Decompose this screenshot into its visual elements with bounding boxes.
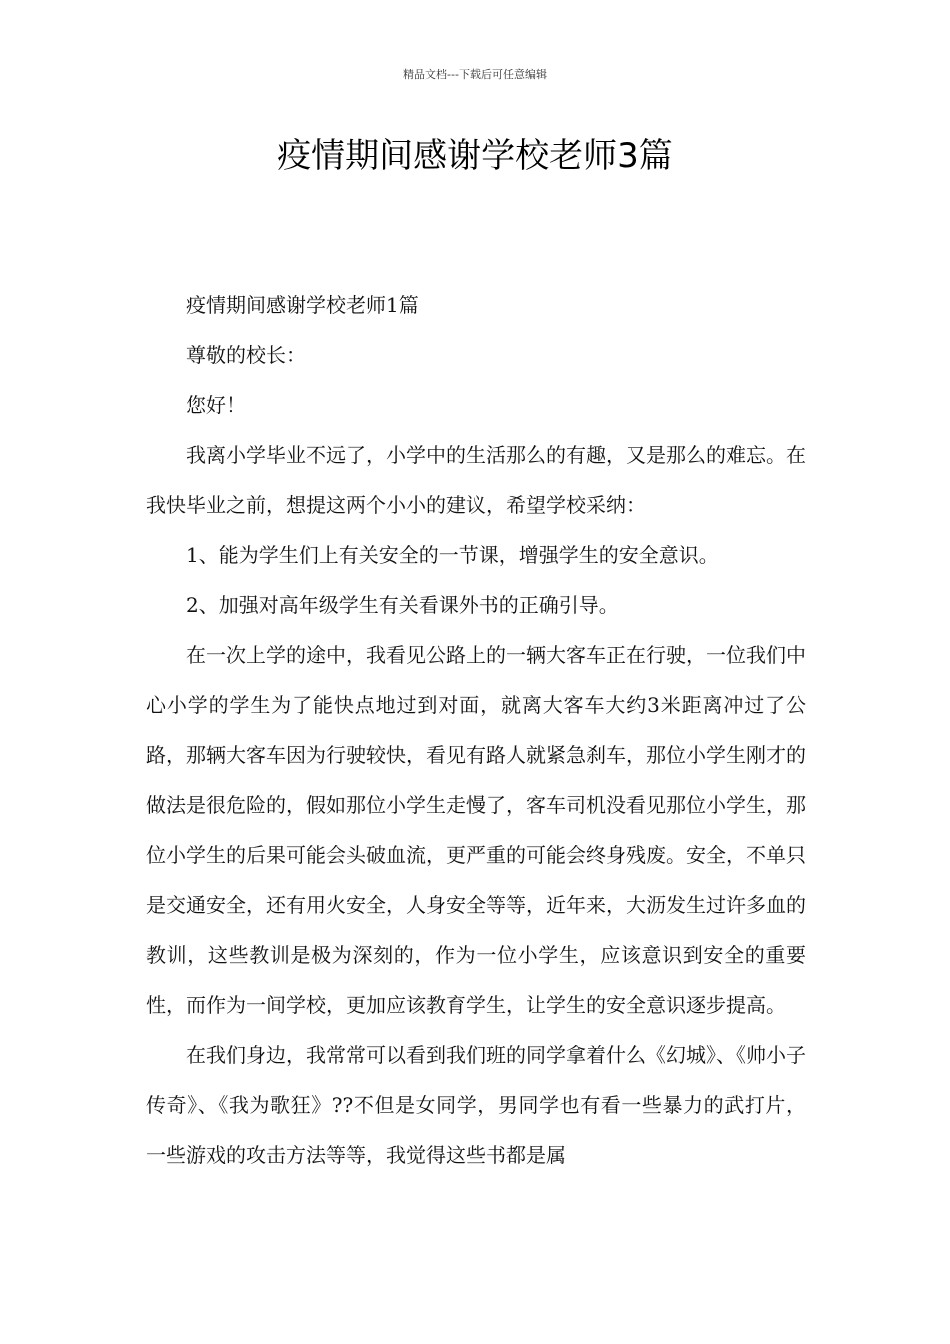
- paragraph-books: 在我们身边，我常常可以看到我们班的同学拿着什么《幻城》、《帅小子传奇》、《我为歌狂》??不但是女同学，男同学也有看一些暴力的武打片，一些游戏的攻击方法等等，我觉得这些书都是属: [146, 1043, 806, 1167]
- paragraph-subtitle: 疫情期间感谢学校老师1篇: [186, 293, 419, 317]
- document-body: [146, 280, 806, 1180]
- paragraph-suggestion-2: 2、加强对高年级学生有关看课外书的正确引导。: [186, 593, 619, 617]
- paragraph-safety-story: 在一次上学的途中，我看见公路上的一辆大客车正在行驶，一位我们中心小学的学生为了能快点地过到对面，就离大客车大约3米距离冲过了公路，那辆大客车因为行驶较快，看见有路人就紧急刹车，那位小学生刚才的做法是很危险的，假如那位小学生走慢了，客车司机没看见那位小学生，那位小学生的后果可能会头破血流，更严重的可能会终身残废。安全，不单只是交通安全，还有用火安全，人身安全等等，近年来，大沥发生过许多血的教训，这些教训是极为深刻的，作为一位小学生，应该意识到安全的重要性，而作为一间学校，更加应该教育学生，让学生的安全意识逐步提高。: [146, 643, 806, 1017]
- document-title: 疫情期间感谢学校老师3篇: [277, 136, 673, 176]
- paragraph-greeting: 您好！: [186, 393, 246, 417]
- paragraph-salutation: 尊敬的校长：: [186, 343, 306, 367]
- page-header-watermark: 精品文档---下载后可任意编辑: [403, 68, 547, 81]
- paragraph-suggestion-1: 1、能为学生们上有关安全的一节课，增强学生的安全意识。: [186, 543, 719, 567]
- paragraph-intro: 我离小学毕业不远了，小学中的生活那么的有趣，又是那么的难忘。在我快毕业之前，想提这两个小小的建议，希望学校采纳：: [146, 443, 806, 517]
